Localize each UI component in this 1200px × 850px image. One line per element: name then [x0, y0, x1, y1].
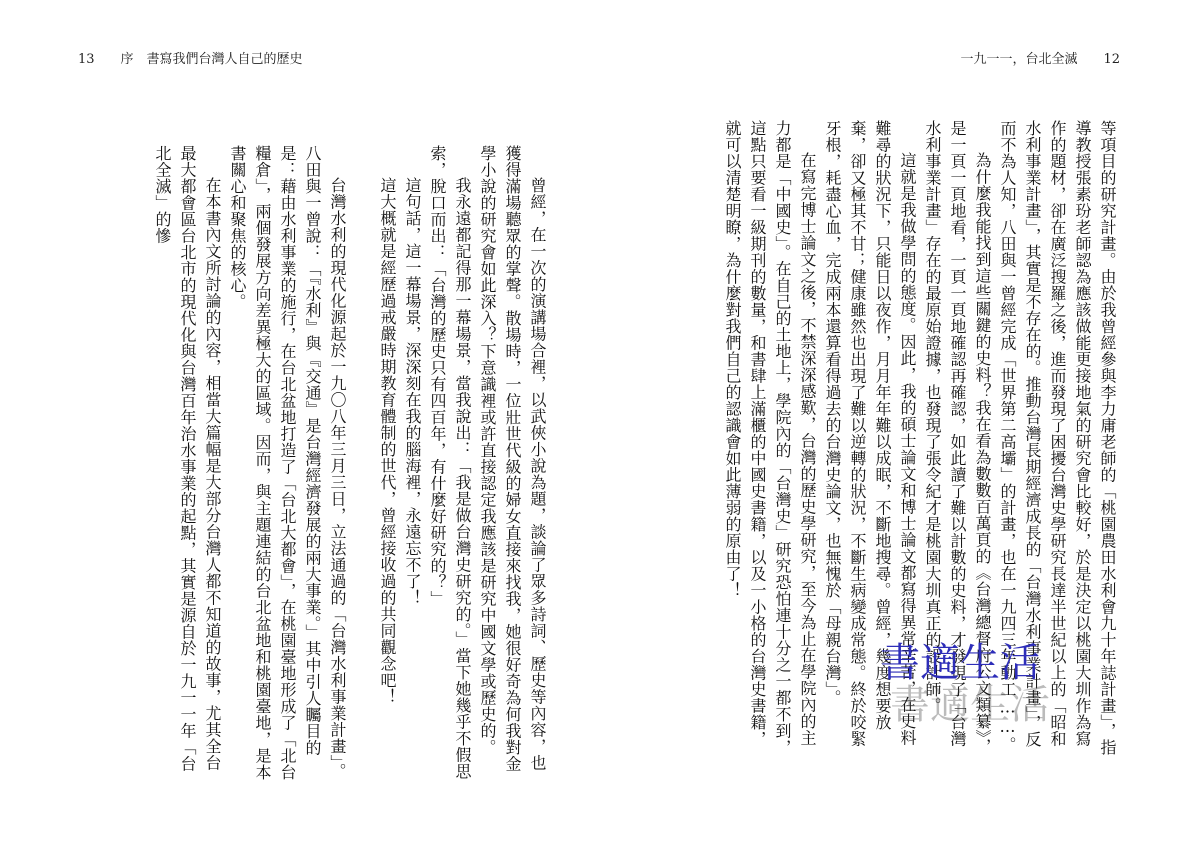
paragraph: 台灣水利的現代化源起於一九〇八年三月三日，立法通過的「台灣水利事業計畫」。八田與一曾說：「『水利』與『交通』是台灣經濟發展的兩大事業。」其中引人矚目的是：藉由水利事業的施行，在台北盆地打造了「台北大都會」，在桃園臺地形成了「北台糧倉」，兩個發展方向差異極大的區域。因而，與主題連結的台北盆地和桃園臺地，是本書關心和聚焦的核心。 [228, 145, 347, 781]
paragraph: 在寫完博士論文之後，不禁深深感歎，台灣的歷史學研究，至今為止在學院內的主力都是「中國史」。在自己的土地上，學院內的「台灣史」研究恐怕連十分之一都不到，這點只要看一級期刊的數量，和書肆上滿櫃的中國史書籍，以及一小格的台灣史書籍，就可以清楚明瞭，為什麼對我們自己的認識會如此薄弱的原由了！ [723, 120, 817, 756]
paragraph: 這就是我做學問的態度。因此，我的碩士論文和博士論文都寫得異常辛苦，在史料難尋的狀況下，只能日以夜作，月月年年難以成眠，不斷地搜尋。曾經，幾度想要放棄，卻又極其不甘；健康雖然也出現了難以逆轉的狀況，不斷生病變成常態。終於咬緊牙根，耗盡心血，完成兩本還算看得過去的台灣史論文，也無愧於「母親台灣」。 [823, 120, 917, 747]
left-page-body [80, 145, 550, 785]
left-page-number: 13 [78, 52, 95, 67]
paragraph: 這大概就是經歷過戒嚴時期教育體制的世代，曾經接收過的共同觀念吧！ [378, 177, 397, 705]
paragraph: 在本書內文所討論的內容，相當大篇幅是大部分台灣人都不知道的故事，尤其全台最大都會區台北市的現代化與台灣百年治水事業的起點，其實是源自於一九一一年「台北全滅」的慘 [153, 145, 222, 772]
left-page-header [78, 48, 303, 67]
paragraph-spacer [350, 145, 375, 785]
watermark-shadow: 書適生活 [890, 682, 1050, 728]
left-running-title: 序 書寫我們台灣人自己的歷史 [120, 52, 303, 67]
right-page-header [960, 48, 1120, 67]
paragraph: 我永遠都記得那一幕場景，當我說出：「我是做台灣史研究的。」當下她幾乎不假思索，脫口而出：「台灣的歷史只有四百年，有什麼好研究的？」 [428, 145, 472, 780]
right-page-number: 12 [1103, 52, 1120, 67]
watermark-primary: 書適生活 [880, 640, 1040, 686]
paragraph: 這句話，這一幕場景，深深刻在我的腦海裡，永遠忘不了！ [403, 177, 422, 606]
paragraph: 為什麼我能找到這些關鍵的史料？我在看為數數百萬頁的《台灣總督府公文類纂》，是一頁一頁地看，一頁一頁地確認再確認，如此讀了難以計數的史料，才發現了「台灣水利事業計畫」存在的最原始證據，也發現了張令紀才是桃園大圳真正的設計師。 [923, 120, 992, 755]
right-page-body [680, 120, 1120, 760]
right-running-title: 一九一一，台北全滅 [960, 52, 1078, 67]
paragraph: 曾經，在一次的演講場合裡，以武俠小說為題，談論了眾多詩詞、歷史等內容，也獲得滿場聽眾的掌聲。散場時，一位壯世代級的婦女直接來找我，她很好奇為何我對金學小說的研究會如此深入？下意識裡或許直接認定我應該是研究中國文學或歷史的。 [478, 145, 547, 772]
paragraph: 等項目的研究計畫。由於我曾經參與李力庸老師的「桃園農田水利會九十年誌計畫」，指導教授張素玢老師認為應該做能更接地氣的研究會比較好，於是決定以桃園大圳作為寫作的題材，卻在廣泛搜羅之後，進而發現了困擾台灣史學研究長達半世紀以上的「昭和水利事業計畫」，其實是不存在的。推動台灣長期經濟成長的「台灣水利事業計畫」，反而不為人知，八田與一曾經完成「世界第二高壩」的計畫，也在一九四三年動工……。 [998, 120, 1117, 756]
